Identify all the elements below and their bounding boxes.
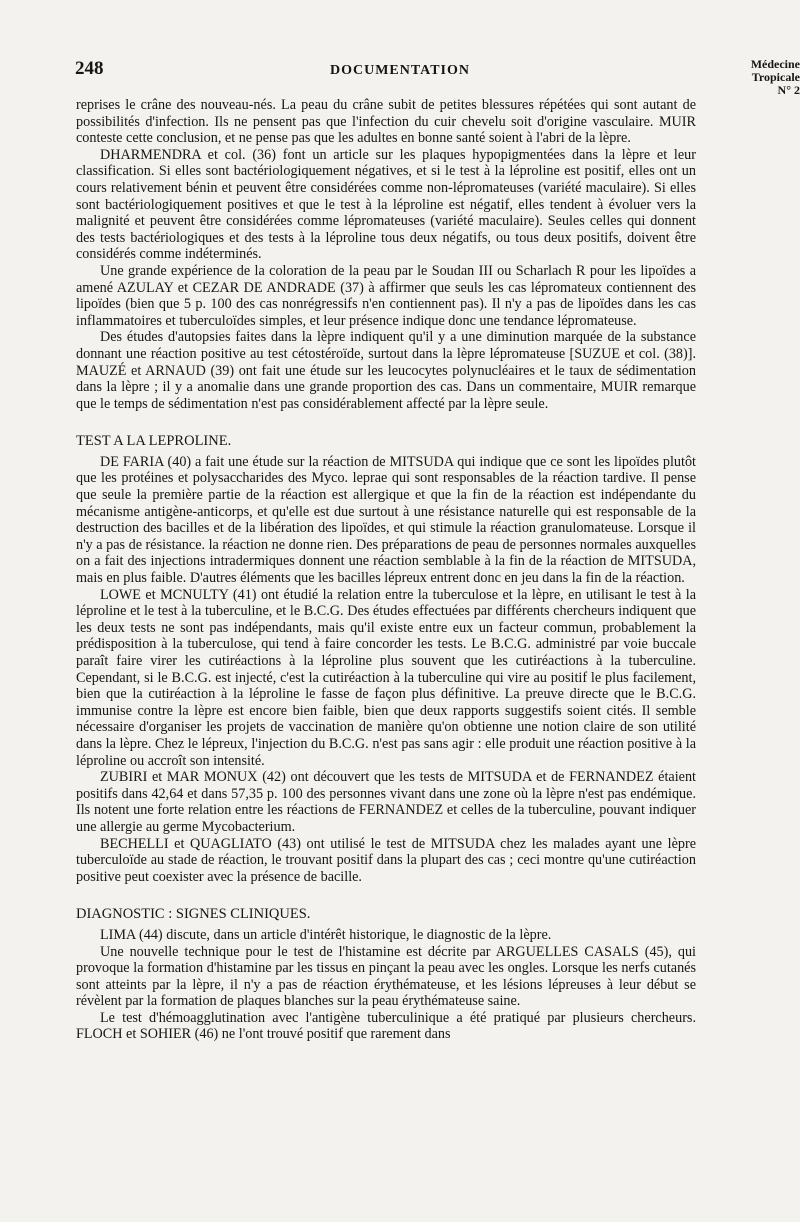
journal-line-3: N° 2 xyxy=(777,83,800,97)
paragraph: ZUBIRI et MAR MONUX (42) ont découvert que les tests de MITSUDA et de FERNANDEZ étaient positifs dans 42,64 et dans 57,35 p. 100 des personnes vivant dans une zone où la lèpre n'est pas endémique. Ils notent une forte relation entre les réactions de FERNANDEZ et celles de la tuberculine, pouvant indiquer une allergie au germe Mycobacterium. xyxy=(76,769,696,835)
article-body xyxy=(76,97,696,1043)
journal-line-1: Médecine xyxy=(750,58,800,71)
paragraph: DHARMENDRA et col. (36) font un article sur les plaques hypopigmentées dans la lèpre et leur classification. Si elles sont bactériologiquement négatives, et si le test à la léproline est positif, elles ont un cours relativement bénin et peuvent être considérées comme non-lépromateuses (variété maculaire). Si elles sont bactériologiquement positives et que le test à la léproline est négatif, elles tendent à évoluer vers la malignité et peuvent être considérées comme lépromateuses (variété maculaire). Seules celles qui donnent des tests bactériologiques et des tests à la léproline tous deux négatifs, ou tous deux positifs, doivent être considérés comme indéterminés. xyxy=(76,146,696,263)
journal-line-2: Tropicale xyxy=(751,70,800,84)
section-heading-diagnostic: DIAGNOSTIC : SIGNES CLINIQUES. xyxy=(76,906,311,923)
paragraph: LOWE et MCNULTY (41) ont étudié la relation entre la tuberculose et la lèpre, en utilisant le test à la léproline et le test à la tuberculine, et le B.C.G. Des études effectuées par différents chercheurs indiquent que les deux tests ne sont pas indépendants, mais qu'il existe entre eux un facteur commun, probablement la prédisposition à la tuberculose, qui tend à faire concorder les tests. Le B.C.G. administré par voie buccale paraît faire virer les cutiréactions à la léproline plus souvent que les cutiréactions à la tuberculine. Cependant, si le B.C.G. est injecté, c'est la cutiréaction à la tuberculine qui vire au positif le plus facilement, bien que la cutiréaction à la léproline le fasse de façon plus définitive. La preuve directe que le B.C.G. immunise contre la lèpre est encore bien faible, bien que deux rapports suggestifs soient cités. Il semble nécessaire d'organiser les projets de vaccination de manière qu'on obtienne une notion claire de son utilité dans la lèpre. Chez le lépreux, l'injection du B.C.G. n'est pas sans agir : elle produit une réaction positive à la léproline ou accroît son intensité. xyxy=(76,586,696,769)
page-header xyxy=(0,58,800,98)
paragraph: BECHELLI et QUAGLIATO (43) ont utilisé le test de MITSUDA chez les malades ayant une lèpre tuberculoïde au stade de réaction, le trouvant positif dans la plupart des cas ; ceci montre qu'une cutiréaction positive peut coexister avec la présence de bacille. xyxy=(76,835,696,885)
paragraph: Le test d'hémoagglutination avec l'antigène tuberculinique a été pratiqué par plusieurs chercheurs. FLOCH et SOHIER (46) ne l'ont trouvé positif que rarement dans xyxy=(76,1009,696,1043)
running-title: DOCUMENTATION xyxy=(329,63,471,78)
paragraph: LIMA (44) discute, dans un article d'intérêt historique, le diagnostic de la lèpre. xyxy=(100,926,552,943)
paragraph: Des études d'autopsies faites dans la lèpre indiquent qu'il y a une diminution marquée de la substance donnant une réaction positive au test cétostéroïde, surtout dans la lèpre lépromateuse [SUZUE et col. (38)]. MAUZÉ et ARNAUD (39) ont fait une étude sur les leucocytes polynucléaires et le taux de sédimentation dans la lèpre ; il y a anomalie dans une grande proportion des cas. Dans un commentaire, MUIR remarque que le temps de sédimentation n'est pas considérablement affecté par la lèpre seule. xyxy=(76,329,696,412)
section-heading-leproline: TEST A LA LEPROLINE. xyxy=(76,433,232,450)
journal-reference xyxy=(726,58,800,97)
paragraph: Une nouvelle technique pour le test de l'histamine est décrite par ARGUELLES CASALS (45), qui provoque la formation d'histamine par les tissus en pinçant la peau avec les ongles. Lorsque les nerfs cutanés sont atteints par la lèpre, il n'y a pas de réaction érythémateuse, et les lésions lépreuses à leur début se révèlent par la formation de plaques blanches sur la peau érythémateuse saine. xyxy=(76,943,696,1010)
page-number: 248 xyxy=(75,58,104,79)
paragraph: DE FARIA (40) a fait une étude sur la réaction de MITSUDA qui indique que ce sont les lipoïdes plutôt que les protéines et polysaccharides des Myco. leprae qui sont responsables de la réaction tardive. Il pense que seule la première partie de la réaction est allergique et que la fin de la réaction est indépendante du mécanisme antigène-anticorps, et qu'elle est due surtout à une résistance naturelle qui est responsable de la destruction des bacilles et de la libération des lipoïdes, et qui stimule la réaction granulomateuse. Lorsque il n'y a pas de résistance. la réaction ne donne rien. Des préparations de peau de personnes normales auxquelles on a fait des injections intradermiques donnent une réaction semblable à la fin de la réaction de MITSUDA, mais en plus faible. D'autres éléments que les bacilles lépreux entrent donc en jeu dans la fin de la réaction. xyxy=(76,453,696,587)
paragraph: reprises le crâne des nouveau-nés. La peau du crâne subit de petites blessures répétées qui sont autant de possibilités d'infection. Ils ne pensent pas que l'infection du cuir chevelu soit d'origine vasculaire. MUIR conteste cette conclusion, et ne pense pas que les adultes en bonne santé soient à l'abri de la lèpre. xyxy=(76,97,696,147)
paragraph: Une grande expérience de la coloration de la peau par le Soudan III ou Scharlach R pour les lipoïdes a amené AZULAY et CEZAR DE ANDRADE (37) à affirmer que seuls les cas lépromateux contiennent des lipoïdes (bien que 5 p. 100 des cas nonrégressifs n'en contiennent pas). Il n'y a pas de lipoïdes dans les cas inflammatoires et tuberculoïdes simples, et leur présence indique donc une tendance lépromateuse. xyxy=(76,262,696,329)
